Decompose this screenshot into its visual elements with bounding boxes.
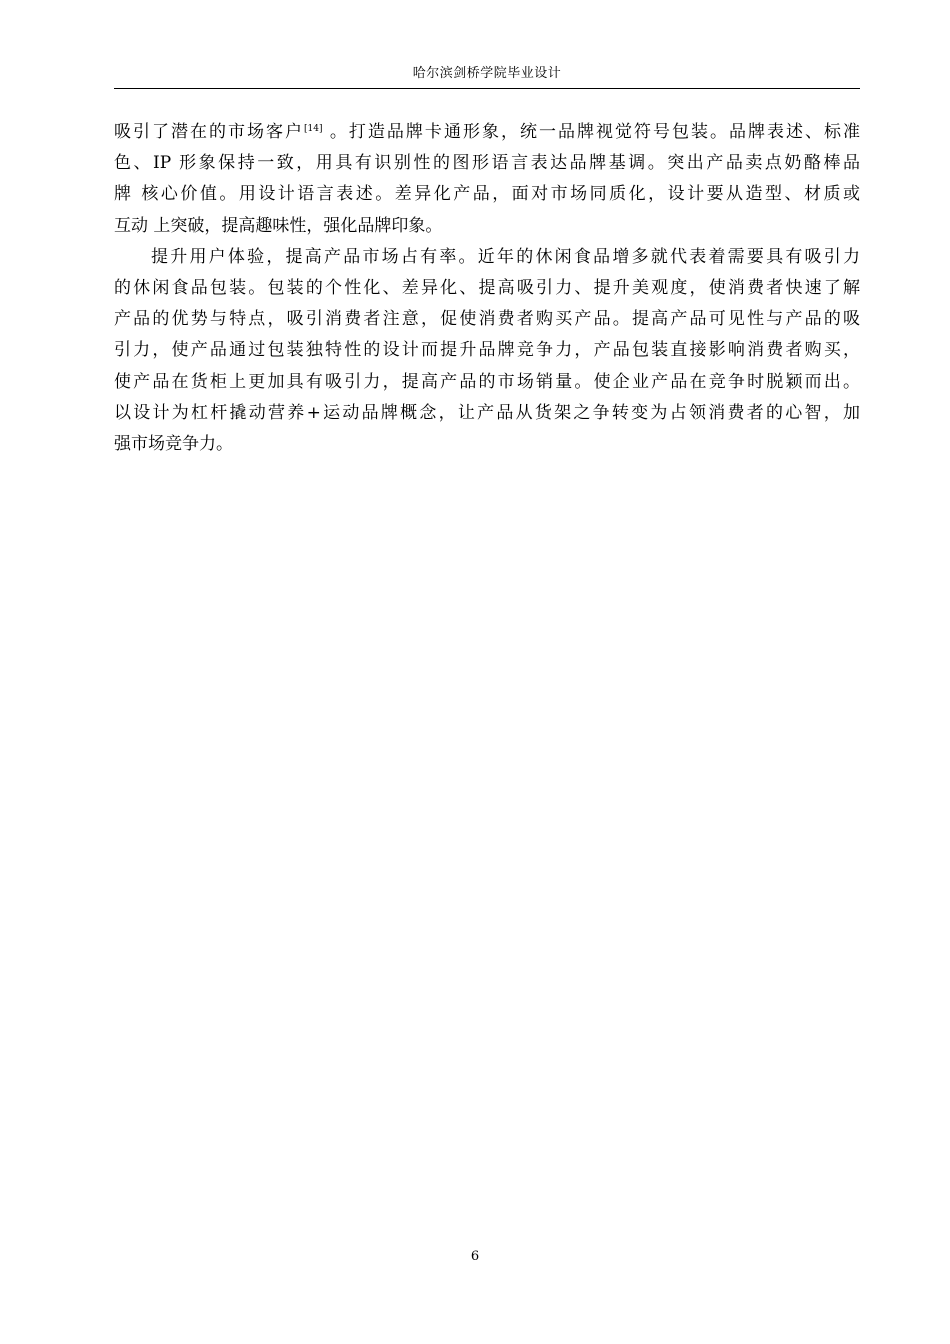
text-line: 互动 上突破，提高趣味性，强化品牌印象。: [114, 215, 443, 236]
header-divider: [114, 88, 860, 89]
page-number: 6: [470, 1249, 480, 1264]
body-text: [114, 117, 860, 460]
text-line: [114, 117, 860, 148]
paragraph-2: [114, 242, 860, 460]
text-line: 产品的优势与特点，吸引消费者注意，促使消费者购买产品。提高产品可见性与产品的吸: [114, 309, 860, 330]
text-segment: 。打造品牌卡通形象，统一品牌视觉符号包装。品牌表述、标准: [322, 122, 860, 142]
text-line: 使产品在货柜上更加具有吸引力，提高产品的市场销量。使企业产品在竞争时脱颖而出。: [114, 371, 860, 392]
text-line: 的休闲食品包装。包装的个性化、差异化、提高吸引力、提升美观度，使消费者快速了解: [114, 277, 860, 298]
text-line: 提升用户体验，提高产品市场占有率。近年的休闲食品增多就代表着需要具有吸引力: [151, 246, 860, 267]
citation-superscript: [14]: [304, 124, 323, 134]
page-header-title: 哈尔滨剑桥学院毕业设计: [412, 66, 562, 81]
text-line: 牌 核心价值。用设计语言表述。差异化产品，面对市场同质化，设计要从造型、材质或: [114, 184, 860, 205]
text-line: 强市场竞争力。: [114, 433, 233, 454]
text-line: 色、IP 形象保持一致，用具有识别性的图形语言表达品牌基调。突出产品卖点奶酪棒品: [114, 153, 860, 174]
paragraph-1: [114, 117, 860, 242]
text-line: 引力，使产品通过包装独特性的设计而提升品牌竞争力，产品包装直接影响消费者购买，: [114, 340, 860, 361]
text-segment: 吸引了潜在的市场客户: [114, 122, 305, 142]
text-line: 以设计为杠杆撬动营养+运动品牌概念，让产品从货架之争转变为占领消费者的心智，加: [114, 402, 860, 423]
